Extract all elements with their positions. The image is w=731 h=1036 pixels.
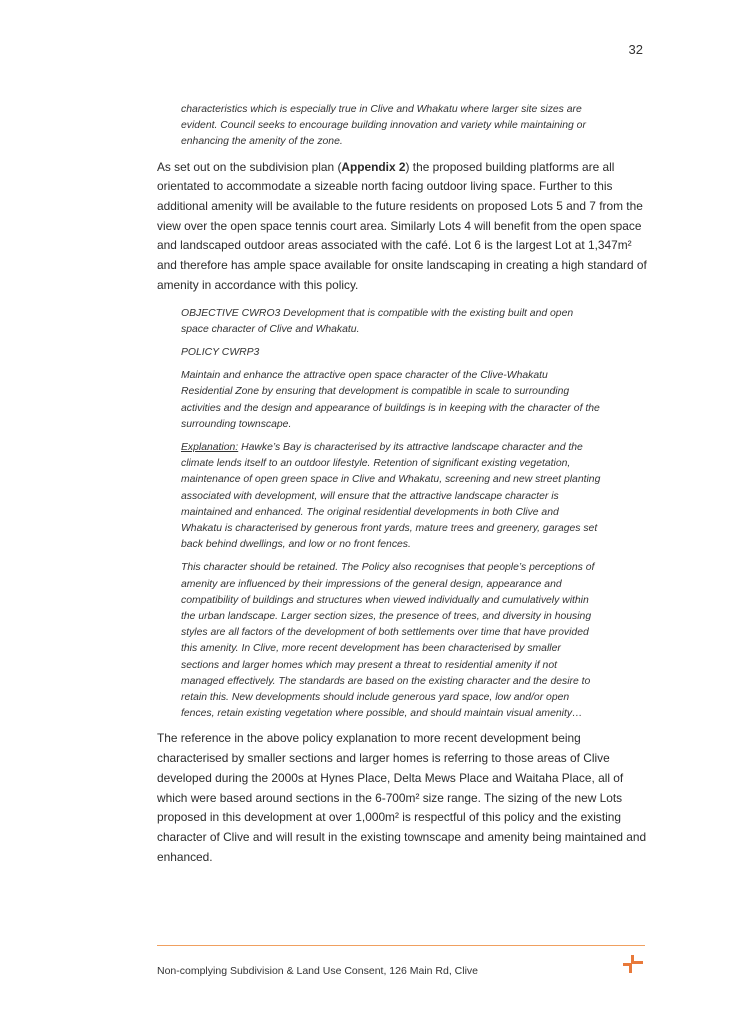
paragraph-text: As set out on the subdivision plan ( [157, 159, 342, 174]
footer-text: Non-complying Subdivision & Land Use Consent, 126 Main Rd, Clive [157, 965, 478, 977]
footer-divider [157, 945, 645, 946]
quote-block-1 [181, 102, 601, 151]
character-paragraph: This character should be retained. The Policy also recognises that people’s perceptions of amenity are influenced by their impressions of the general design, appearance and compatibility of buildings and structures when viewed individually and cumulatively within the urban landscape. Larger section sizes, the presence of trees, and diversity in housing styles are all factors of the development of both settlements over time that have provided this amenity. In Clive, more recent development has been characterised by smaller sections and larger homes which may present a threat to residential amenity if not managed effectively. The standards are based on the existing character and the desire to retain this. New developments should include generous yard space, low and/or open fences, retain existing vegetation where possible, and should maintain visual amenity… [181, 562, 595, 720]
objective-text: OBJECTIVE CWRO3 Development that is compatible with the existing built and open space character of Clive and Whakatu. [181, 307, 574, 335]
quote-block-2 [181, 306, 601, 723]
company-logo-icon [623, 955, 643, 973]
explanation-label: Explanation: [181, 441, 239, 453]
paragraph-reference: The reference in the above policy explanation to more recent development being characterised by smaller sections and larger homes is referring to those areas of Clive developed during the 2000s at Hynes Place, Delta Mews Place and Waitaha Place, all of which were based around sections in the 6-700m² size range. The sizing of the new Lots proposed in this development at over 1,000m² is respectful of this policy and the existing character of Clive and will result in the existing townscape and amenity being maintained and enhanced. [157, 731, 647, 864]
document-body [157, 102, 647, 875]
policy-text: Maintain and enhance the attractive open space character of the Clive-Whakatu Residential Zone by ensuring that development is compatible in scale to surrounding activities and the design and appearance of buildings is in keeping with the character of the surrounding townscape. [181, 370, 600, 430]
appendix-reference: Appendix 2 [341, 159, 406, 174]
paragraph-text: ) the proposed building platforms are all orientated to accommodate a sizeable north facing outdoor living space. Further to this additional amenity will be available to the future residents on proposed Lots 5 and 7 from the view over the open space tennis court area. Similarly Lots 4 will benefit from the open space and landscaped outdoor areas associated with the café. Lot 6 is the largest Lot at 1,347m² and therefore has ample space available for onsite landscaping in creating a high standard of amenity in accordance with this policy. [157, 159, 647, 292]
policy-heading: POLICY CWRP3 [181, 346, 260, 358]
quote-text: characteristics which is especially true in Clive and Whakatu where larger site sizes are evident. Council seeks to encourage building innovation and variety while maintaining or enhancing the amenity of the zone. [181, 104, 586, 148]
explanation-paragraph [181, 440, 601, 553]
paragraph-amenity [157, 158, 647, 296]
explanation-text: Hawke’s Bay is characterised by its attractive landscape character and the climate lends itself to an outdoor lifestyle. Retention of significant existing vegetation, maintenance of open green space in Clive and Whakatu, screening and new street planting associated with development, will ensure that the attractive landscape character is maintained and enhanced. The original residential developments in both Clive and Whakatu is characterised by generous front yards, mature trees and greenery, garages set back behind dwellings, and low or no front fences. [181, 441, 601, 551]
page-number: 32 [628, 42, 643, 57]
